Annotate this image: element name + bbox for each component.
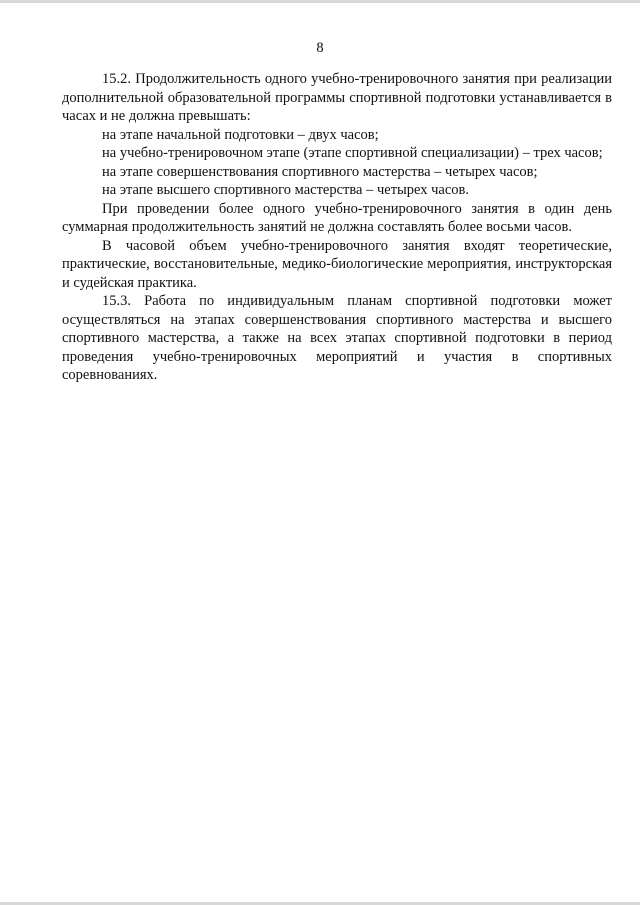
paragraph-daily-limit: При проведении более одного учебно-тренировочного занятия в один день суммарная продолжительность занятий не должна составлять более восьми часов. <box>62 200 612 235</box>
paragraph-list-item-initial: на этапе начальной подготовки – двух часов; <box>102 126 379 143</box>
document-body <box>62 70 612 385</box>
page-number: 8 <box>316 40 324 56</box>
paragraph-15-2: 15.2. Продолжительность одного учебно-тренировочного занятия при реализации дополнительной образовательной программы спортивной подготовки устанавливается в часах и не должна превышать: <box>62 71 612 124</box>
paragraph-list-item-improvement: на этапе совершенствования спортивного мастерства – четырех часов; <box>102 163 538 180</box>
paragraph-list-item-higher: на этапе высшего спортивного мастерства – четырех часов. <box>102 182 470 198</box>
paragraph-list-item-training: на учебно-тренировочном этапе (этапе спортивной специализации) – трех часов; <box>102 145 603 161</box>
paragraph-hourly-volume: В часовой объем учебно-тренировочного занятия входят теоретические, практические, восстановительные, медико-биологические мероприятия, инструкторская и судейская практика. <box>62 237 612 291</box>
paragraph-15-3: 15.3. Работа по индивидуальным планам спортивной подготовки может осуществляться на этапах совершенствования спортивного мастерства и высшего спортивного мастерства, а также на всех этапах спортивной подготовки в период проведения учебно-тренировочных мероприятий и участия в спортивных соревнованиях. <box>62 293 612 383</box>
scan-border-top <box>0 0 640 3</box>
